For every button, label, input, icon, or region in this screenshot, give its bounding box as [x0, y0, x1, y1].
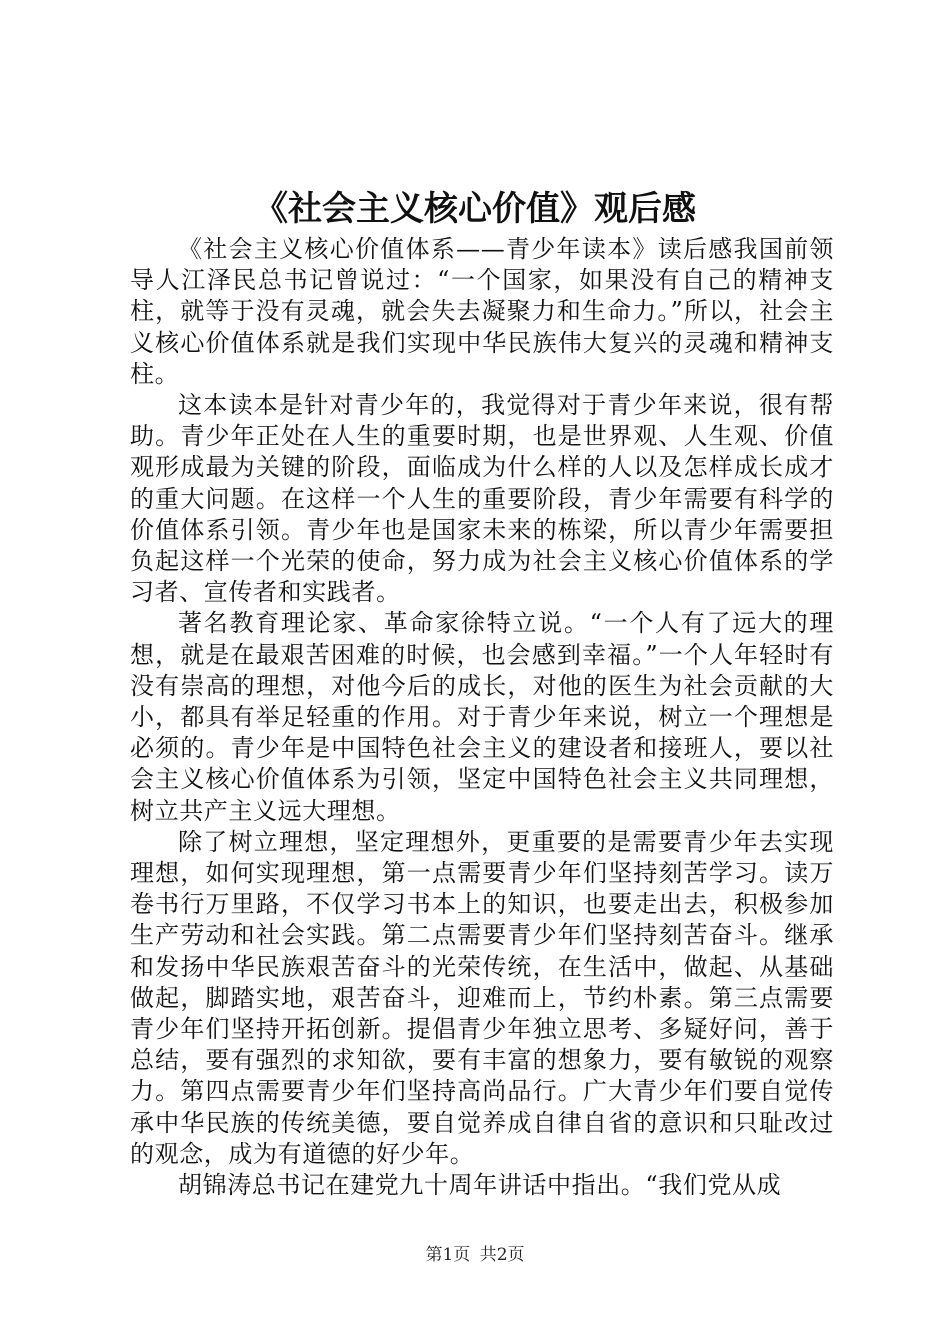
- paragraph-5: 胡锦涛总书记在建党九十周年讲话中指出。“我们党从成: [178, 1171, 782, 1200]
- paragraph-2: 这本读本是针对青少年的，我觉得对于青少年来说，很有帮助。青少年正处在人生的重要时期，也是世界观、人生观、价值观形成最为关键的阶段，面临成为什么样的人以及怎样成长成才的重大问题。在这样一个人生的重要阶段，青少年需要有科学的价值体系引领。青少年也是国家未来的栋梁，所以青少年需要担负起这样一个光荣的使命，努力成为社会主义核心价值体系的学习者、宣传者和实践者。: [130, 391, 834, 607]
- document-body: [130, 234, 834, 1201]
- paragraph-3: 著名教育理论家、革命家徐特立说。“一个人有了远大的理想，就是在最艰苦困难的时候，也会感到幸福。”一个人年轻时有没有崇高的理想，对他今后的成长，对他的医生为社会贡献的大小，都具有举足轻重的作用。对于青少年来说，树立一个理想是必须的。青少年是中国特色社会主义的建设者和接班人，要以社会主义核心价值体系为引领，坚定中国特色社会主义共同理想，树立共产主义远大理想。: [130, 609, 834, 825]
- document-title: 《社会主义核心价值》观后感: [254, 189, 696, 229]
- page-number-current: 第1页: [425, 1245, 471, 1265]
- page-footer: [0, 1243, 950, 1267]
- paragraph-4: 除了树立理想，坚定理想外，更重要的是需要青少年去实现理想，如何实现理想，第一点需要青少年们坚持刻苦学习。读万卷书行万里路，不仅学习书本上的知识，也要走出去，积极参加生产劳动和社会实践。第二点需要青少年们坚持刻苦奋斗。继承和发扬中华民族艰苦奋斗的光荣传统，在生活中，做起、从基础做起，脚踏实地，艰苦奋斗，迎难而上，节约朴素。第三点需要青少年们坚持开拓创新。提倡青少年独立思考、多疑好问，善于总结，要有强烈的求知欲，要有丰富的想象力，要有敏锐的观察力。第四点需要青少年们坚持高尚品行。广大青少年们要自觉传承中华民族的传统美德，要自觉养成自律自省的意识和只耻改过的观念，成为有道德的好少年。: [130, 827, 834, 1168]
- paragraph-1: 《社会主义核心价值体系——青少年读本》读后感我国前领导人江泽民总书记曾说过：“一个国家，如果没有自己的精神支柱，就等于没有灵魂，就会失去凝聚力和生命力。”所以，社会主义核心价值体系就是我们实现中华民族伟大复兴的灵魂和精神支柱。: [130, 235, 834, 388]
- page-number-total: 共2页: [479, 1245, 525, 1265]
